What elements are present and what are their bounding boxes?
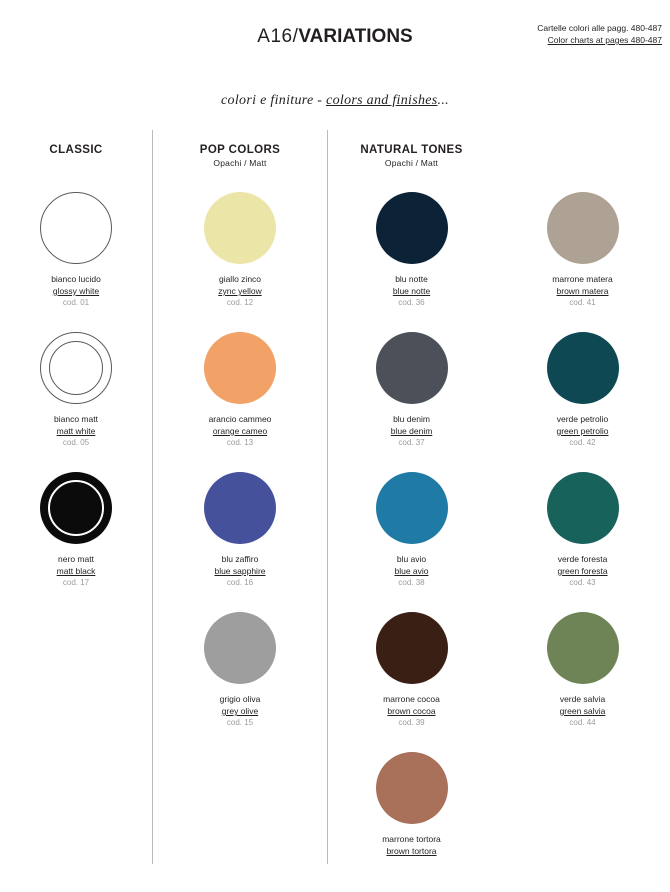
swatch-name-english: green petrolio [556, 426, 609, 436]
swatch-disc[interactable] [547, 192, 619, 264]
swatch-disc[interactable] [547, 612, 619, 684]
swatch-name-english: brown cocoa [387, 706, 436, 716]
color-column-3 [327, 130, 495, 864]
color-swatch[interactable] [328, 472, 495, 612]
color-swatch[interactable] [0, 192, 152, 332]
column-header-3 [328, 130, 495, 168]
title-prefix: A16/ [257, 26, 299, 47]
swatch-name-italian: bianco matt [54, 414, 98, 424]
swatch-labels [495, 273, 670, 309]
color-swatch[interactable] [328, 332, 495, 472]
swatch-name-italian: marrone tortora [382, 834, 441, 844]
color-swatch[interactable] [153, 332, 327, 472]
swatch-labels [153, 693, 327, 729]
swatch-disc[interactable] [376, 752, 448, 824]
color-column-1 [0, 130, 152, 864]
color-swatch[interactable] [495, 332, 670, 472]
color-swatch[interactable] [153, 192, 327, 332]
subtitle-tail: ... [437, 93, 449, 108]
swatch-disc[interactable] [376, 332, 448, 404]
color-swatch[interactable] [153, 612, 327, 752]
color-swatch[interactable] [153, 472, 327, 612]
swatch-disc[interactable] [376, 472, 448, 544]
column-title: NATURAL TONES [360, 144, 463, 156]
column-header-4 [495, 130, 670, 144]
swatch-labels [495, 693, 670, 729]
swatch-disc[interactable] [40, 472, 112, 544]
reference-line-italian: Cartelle colori alle pagg. 480-487 [537, 23, 662, 33]
swatch-disc[interactable] [204, 472, 276, 544]
swatch-labels [153, 273, 327, 309]
swatch-code: cod. 13 [226, 438, 254, 447]
column-finish: Opachi / Matt [213, 158, 267, 168]
color-column-2 [152, 130, 327, 864]
swatch-name-italian: blu notte [395, 274, 428, 284]
swatch-name-english: green foresta [557, 566, 608, 576]
reference-line-english: Color charts at pages 480-487 [547, 35, 662, 45]
color-swatch[interactable] [495, 192, 670, 332]
swatch-name-italian: giallo zinco [218, 274, 262, 284]
swatch-name-italian: blu zaffiro [221, 554, 259, 564]
swatch-disc[interactable] [376, 612, 448, 684]
swatch-name-english: orange cameo [212, 426, 268, 436]
page-subtitle [0, 93, 670, 109]
column-title: CLASSIC [49, 144, 103, 156]
swatch-name-english: blue denim [390, 426, 433, 436]
swatch-name-english: green salvia [559, 706, 606, 716]
page-header [0, 0, 670, 62]
swatch-name-english: matt black [56, 566, 96, 576]
column-title: POP COLORS [199, 144, 281, 156]
swatch-code: cod. 12 [226, 298, 254, 307]
swatch-code: cod. 44 [569, 718, 596, 727]
swatch-name-italian: blu denim [393, 414, 430, 424]
swatch-labels [0, 553, 152, 589]
swatch-name-english: matt white [56, 426, 96, 436]
color-column-4 [495, 130, 670, 864]
color-swatch[interactable] [328, 752, 495, 892]
color-swatch[interactable] [0, 472, 152, 612]
color-swatch[interactable] [495, 472, 670, 612]
swatch-disc[interactable] [547, 332, 619, 404]
swatch-disc[interactable] [40, 332, 112, 404]
swatch-name-english: brown tortora [386, 846, 437, 856]
swatch-code: cod. 17 [62, 578, 90, 587]
swatch-labels [328, 553, 495, 589]
swatch-name-english: blue sapphire [214, 566, 266, 576]
swatch-code: cod. 42 [569, 438, 596, 447]
swatch-disc[interactable] [204, 332, 276, 404]
swatch-code: cod. 37 [398, 438, 425, 447]
swatch-list [328, 192, 495, 892]
swatch-labels [153, 553, 327, 589]
swatch-labels [328, 833, 495, 857]
swatch-name-italian: bianco lucido [51, 274, 101, 284]
swatch-code: cod. 05 [62, 438, 90, 447]
swatch-name-italian: arancio cammeo [208, 414, 272, 424]
swatch-name-english: glossy white [52, 286, 100, 296]
swatch-code: cod. 16 [226, 578, 254, 587]
swatch-list [153, 192, 327, 752]
subtitle-english: colors and finishes [326, 93, 438, 108]
swatch-name-english: blue notte [392, 286, 431, 296]
color-chart-reference [537, 22, 662, 46]
swatch-disc[interactable] [376, 192, 448, 264]
swatch-name-italian: nero matt [58, 554, 94, 564]
swatch-labels [328, 413, 495, 449]
swatch-name-english: blue avio [394, 566, 429, 576]
swatch-name-italian: marrone cocoa [383, 694, 440, 704]
swatch-name-italian: verde petrolio [556, 414, 609, 424]
swatch-disc[interactable] [204, 612, 276, 684]
swatch-name-italian: verde salvia [559, 694, 606, 704]
column-finish: Opachi / Matt [384, 158, 439, 168]
swatch-code: cod. 39 [398, 718, 425, 727]
swatch-name-italian: verde foresta [557, 554, 608, 564]
swatch-labels [153, 413, 327, 449]
title-bold: VARIATIONS [298, 26, 413, 47]
swatch-disc[interactable] [547, 472, 619, 544]
swatch-labels [328, 693, 495, 729]
swatch-name-english: grey olive [221, 706, 259, 716]
swatch-disc[interactable] [40, 192, 112, 264]
subtitle-italian: colori e finiture - [221, 93, 327, 108]
swatch-labels [328, 273, 495, 309]
swatch-code: cod. 38 [398, 578, 425, 587]
swatch-name-english: zync yellow [218, 286, 262, 296]
color-swatch[interactable] [328, 192, 495, 332]
swatch-code: cod. 01 [62, 298, 90, 307]
swatch-name-italian: blu avio [396, 554, 427, 564]
swatch-code: cod. 41 [569, 298, 596, 307]
swatch-labels [495, 413, 670, 449]
swatch-code: cod. 15 [226, 718, 254, 727]
swatch-name-english: brown matera [556, 286, 609, 296]
swatch-disc[interactable] [204, 192, 276, 264]
color-swatch[interactable] [0, 332, 152, 472]
color-swatch[interactable] [328, 612, 495, 752]
swatch-code: cod. 43 [569, 578, 596, 587]
column-header-2 [153, 130, 327, 168]
swatch-name-italian: marrone matera [552, 274, 613, 284]
column-header-1 [0, 130, 152, 156]
swatch-name-italian: grigio oliva [219, 694, 261, 704]
swatch-labels [0, 273, 152, 309]
swatch-list [495, 192, 670, 752]
swatch-list [0, 192, 152, 612]
color-swatch[interactable] [495, 612, 670, 752]
swatch-labels [0, 413, 152, 449]
color-columns [0, 130, 670, 864]
swatch-labels [495, 553, 670, 589]
swatch-code: cod. 36 [398, 298, 425, 307]
